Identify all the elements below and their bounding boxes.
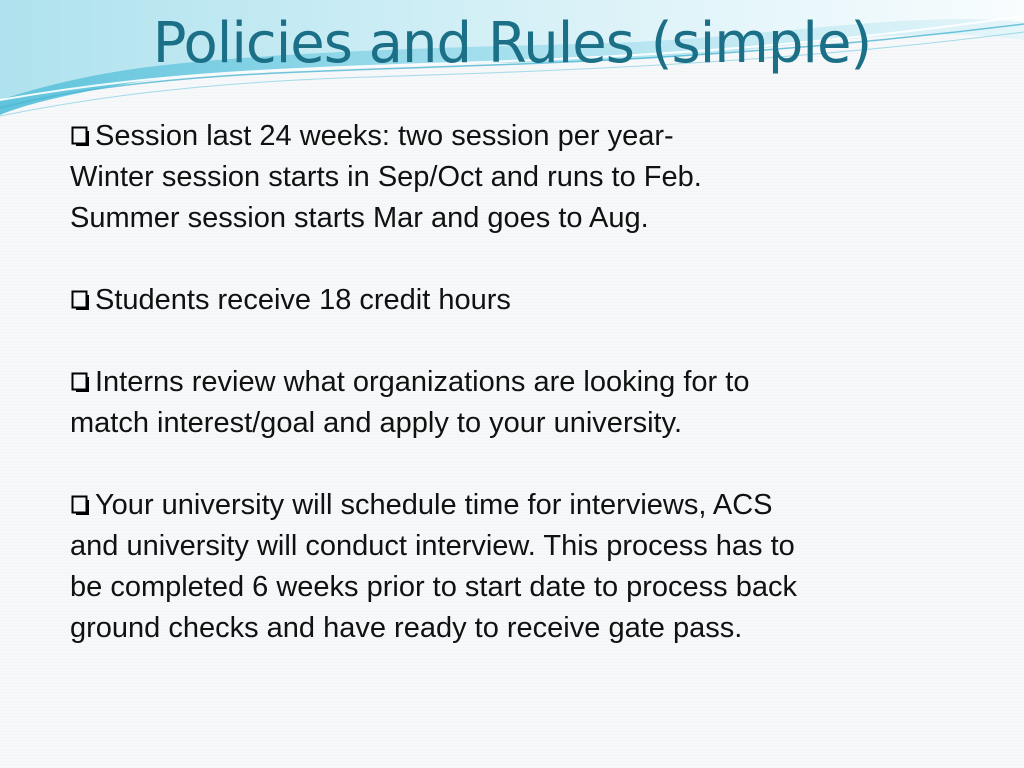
bullet-continuation: Summer session starts Mar and goes to Aug. xyxy=(70,202,649,234)
bullet-text: Session last 24 weeks: two session per year- xyxy=(95,120,674,152)
bullet-list xyxy=(70,116,950,649)
bullet-item xyxy=(70,280,950,321)
hollow-square-bullet-icon xyxy=(70,124,92,148)
hollow-square-bullet-icon xyxy=(70,288,92,312)
hollow-square-bullet-icon xyxy=(70,370,92,394)
bullet-text: Your university will schedule time for interviews, ACS xyxy=(95,489,773,521)
bullet-text: Interns review what organizations are looking for to xyxy=(95,366,750,398)
hollow-square-bullet-icon xyxy=(70,493,92,517)
bullet-continuation: match interest/goal and apply to your university. xyxy=(70,407,683,439)
bullet-continuation: Winter session starts in Sep/Oct and runs to Feb. xyxy=(70,161,702,193)
bullet-continuation: be completed 6 weeks prior to start date to process back xyxy=(70,571,797,603)
bullet-item xyxy=(70,362,950,444)
bullet-item xyxy=(70,116,950,239)
bullet-item xyxy=(70,485,950,649)
bullet-continuation: and university will conduct interview. This process has to xyxy=(70,530,795,562)
bullet-continuation: ground checks and have ready to receive gate pass. xyxy=(70,612,743,644)
bullet-text: Students receive 18 credit hours xyxy=(95,284,511,316)
slide-title: Policies and Rules (simple) xyxy=(152,11,872,76)
